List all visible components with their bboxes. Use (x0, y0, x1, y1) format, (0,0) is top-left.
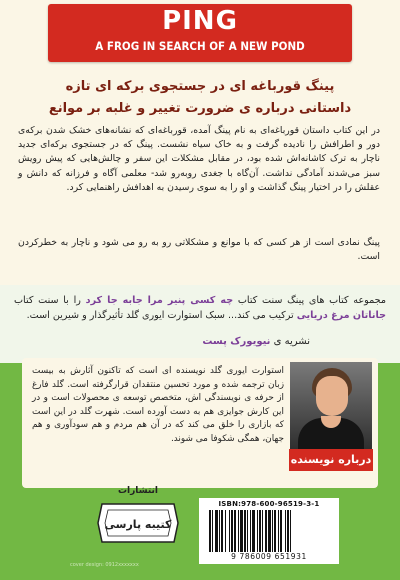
quote-source-name: نیویورک پست (202, 336, 271, 347)
quote-highlight-cheese: چه کسی پنیر مرا جابه جا کرد (85, 295, 234, 306)
barcode-bar (247, 510, 248, 552)
persian-tagline-1: پینگ قورباغه ای در جستجوی برکه ای تازه (65, 79, 335, 94)
synopsis-paragraph-2: پینگ نمادی است از هر کسی که با موانع و مشکلاتی رو به رو می شود و ناچار به خطرکردن است. (18, 237, 380, 263)
barcode-block (199, 498, 339, 564)
barcode-bar (290, 510, 291, 552)
author-photo (290, 362, 372, 450)
book-subtitle: A FROG IN SEARCH OF A NEW POND (95, 39, 305, 53)
barcode-bar (265, 510, 267, 552)
barcode-bar (244, 510, 246, 552)
barcode-bar (219, 510, 220, 552)
persian-tagline-2: داستانی درباره ی ضرورت تغییر و غلبه بر موانع (48, 101, 352, 116)
barcode-bar (215, 510, 218, 552)
quote-text-1: مجموعه کتاب های پینگ سنت کتاب (237, 295, 386, 306)
author-bio: استوارت ایوری گلد نویسنده ای است که تاکنون آثارش به بیست زبان ترجمه شده و مورد تحسین منتقدان قرارگرفته است. گلد فارغ از حرفه ی نویسندگی اش، متخصص توسعه ی محصولات است و در این کارش جوایزی هم به دست آورده است. شهرت گلد در این است که بازاری را خلق می کند که در آن هم مردم و هم سودآوری و هم جهان، همگی شکوفا می شوند. (32, 366, 284, 444)
quote-source (130, 336, 310, 347)
barcode-bar (278, 510, 279, 552)
barcode-bar (234, 510, 236, 552)
synopsis-paragraph-1: در این کتاب داستان قورباغه‌ای به نام پینگ آمده، قورباغه‌ای که نشانه‌های خشک شدن برکه‌ی دور و اطرافش را نادیده گرفت و به خاک سیاه نشست. پینگ که در جستجوی برکه‌ای جدید ناچار به ترک کاشانه‌اش شده بود، در مقابل مشکلات این سفر و چالش‌هایی که پیش رویش سبز می‌شدند آمادگی نداشت. آن‌گاه با جغدی روبه‌رو شد- معلمی آگاه و فرزانه که دانش و عقلش را در اختیار پینگ گذاشت و او را به سوی رسیدن به اهدافش راهنمایی کرد. (18, 125, 380, 193)
barcode (207, 510, 331, 552)
barcode-bar (231, 510, 233, 552)
isbn-number: ISBN:978-600-96519-3-1 (218, 500, 320, 508)
book-title: PING (162, 6, 238, 36)
barcode-bar (268, 510, 271, 552)
barcode-bar (274, 510, 276, 552)
barcode-bar (221, 510, 223, 552)
barcode-bar (287, 510, 289, 552)
title-banner (48, 4, 352, 62)
barcode-bar (280, 510, 282, 552)
publisher-logo (94, 500, 182, 546)
barcode-digits: 9 786009 651931 (231, 552, 307, 561)
publisher-label: انتشارات (118, 486, 158, 496)
cover-design-note: cover design: 0912xxxxxxx (70, 562, 139, 568)
quote-source-prefix: نشریه ی (273, 336, 310, 347)
barcode-bar (272, 510, 273, 552)
barcode-bar (262, 510, 263, 552)
barcode-bar (209, 510, 211, 552)
review-quote (14, 293, 386, 323)
barcode-bar (250, 510, 251, 552)
publisher-name: کتیبه پارسی (104, 518, 172, 531)
about-author-label: درباره نویسنده (289, 449, 373, 471)
quote-highlight-seagull: جاناتان مرغ دریایی (296, 310, 386, 321)
barcode-bar (285, 510, 286, 552)
barcode-bar (252, 510, 255, 552)
quote-text-3: ترکیب می کند... سبک استوارت ایوری گلد تأثیرگذار و شیرین است. (26, 310, 294, 321)
barcode-bar (225, 510, 226, 552)
quote-text-2: را با سنت کتاب (14, 295, 81, 306)
barcode-bar (238, 510, 239, 552)
barcode-bar (259, 510, 261, 552)
barcode-bar (229, 510, 230, 552)
barcode-bar (240, 510, 243, 552)
barcode-bar (212, 510, 213, 552)
barcode-bar (257, 510, 258, 552)
